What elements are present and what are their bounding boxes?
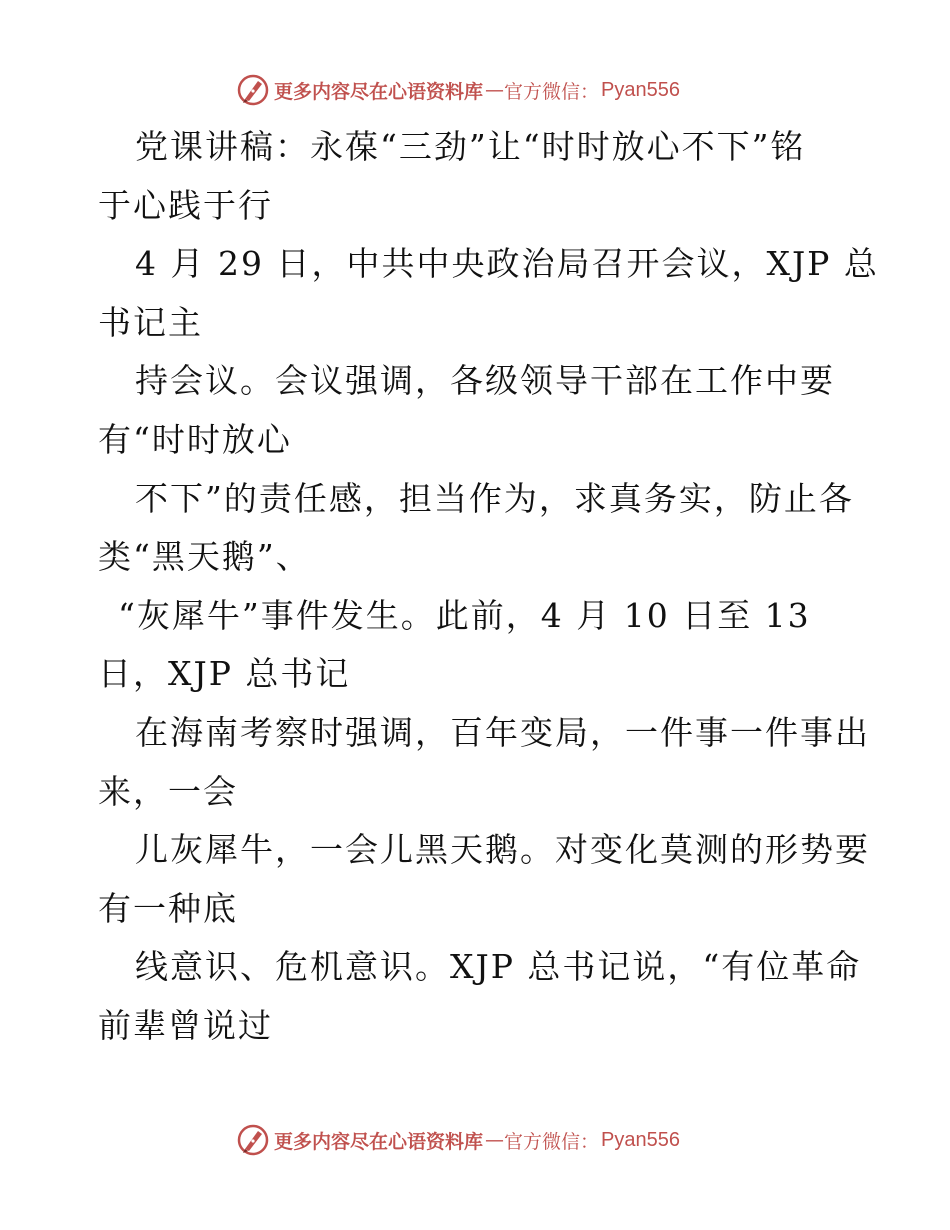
paragraph-line: 不下”的责任感，担当作为，求真务实，防止各	[135, 478, 854, 518]
paragraph-line: 类“黑天鹅”、	[98, 537, 311, 577]
watermark-wechat-id: Pyan556	[601, 78, 680, 101]
paragraph-line: 前辈曾说过	[98, 1005, 273, 1045]
paragraph-line: 来，一会	[98, 771, 238, 811]
watermark-wechat-label: 官方微信：	[504, 80, 600, 103]
watermark-dash: —	[485, 79, 503, 101]
paragraph-line: 有“时时放心	[98, 419, 292, 459]
paragraph-line: 4 月 29 日，中共中央政治局召开会议，XJP 总	[135, 244, 879, 284]
title-line-1: 党课讲稿：永葆“三劲”让“时时放心不下”铭	[135, 127, 806, 166]
quill-pen-logo-icon	[236, 73, 270, 107]
watermark-wechat-id: Pyan556	[601, 1128, 680, 1151]
watermark-site-text: 更多内容尽在心语资料库	[274, 1130, 484, 1153]
watermark-wechat-label: 官方微信：	[504, 1130, 600, 1153]
paragraph-line: “灰犀牛”事件发生。此前，4 月 10 日至 13	[118, 595, 811, 635]
title-line-2: 于心践于行	[98, 185, 273, 225]
header-watermark	[236, 73, 680, 107]
paragraph-line: 日，XJP 总书记	[98, 654, 351, 694]
paragraph-line: 书记主	[98, 302, 203, 342]
paragraph-line: 儿灰犀牛，一会儿黑天鹅。对变化莫测的形势要	[135, 830, 870, 870]
quill-pen-logo-icon	[236, 1123, 270, 1157]
document-body	[98, 118, 879, 1056]
footer-watermark	[236, 1123, 680, 1157]
paragraph-line: 持会议。会议强调，各级领导干部在工作中要	[135, 361, 835, 401]
watermark-dash: —	[485, 1129, 503, 1151]
watermark-site-text: 更多内容尽在心语资料库	[274, 80, 484, 103]
paragraph-line: 有一种底	[98, 888, 238, 928]
paragraph-line: 线意识、危机意识。XJP 总书记说，“有位革命	[135, 947, 862, 987]
paragraph-line: 在海南考察时强调，百年变局，一件事一件事出	[135, 712, 870, 752]
